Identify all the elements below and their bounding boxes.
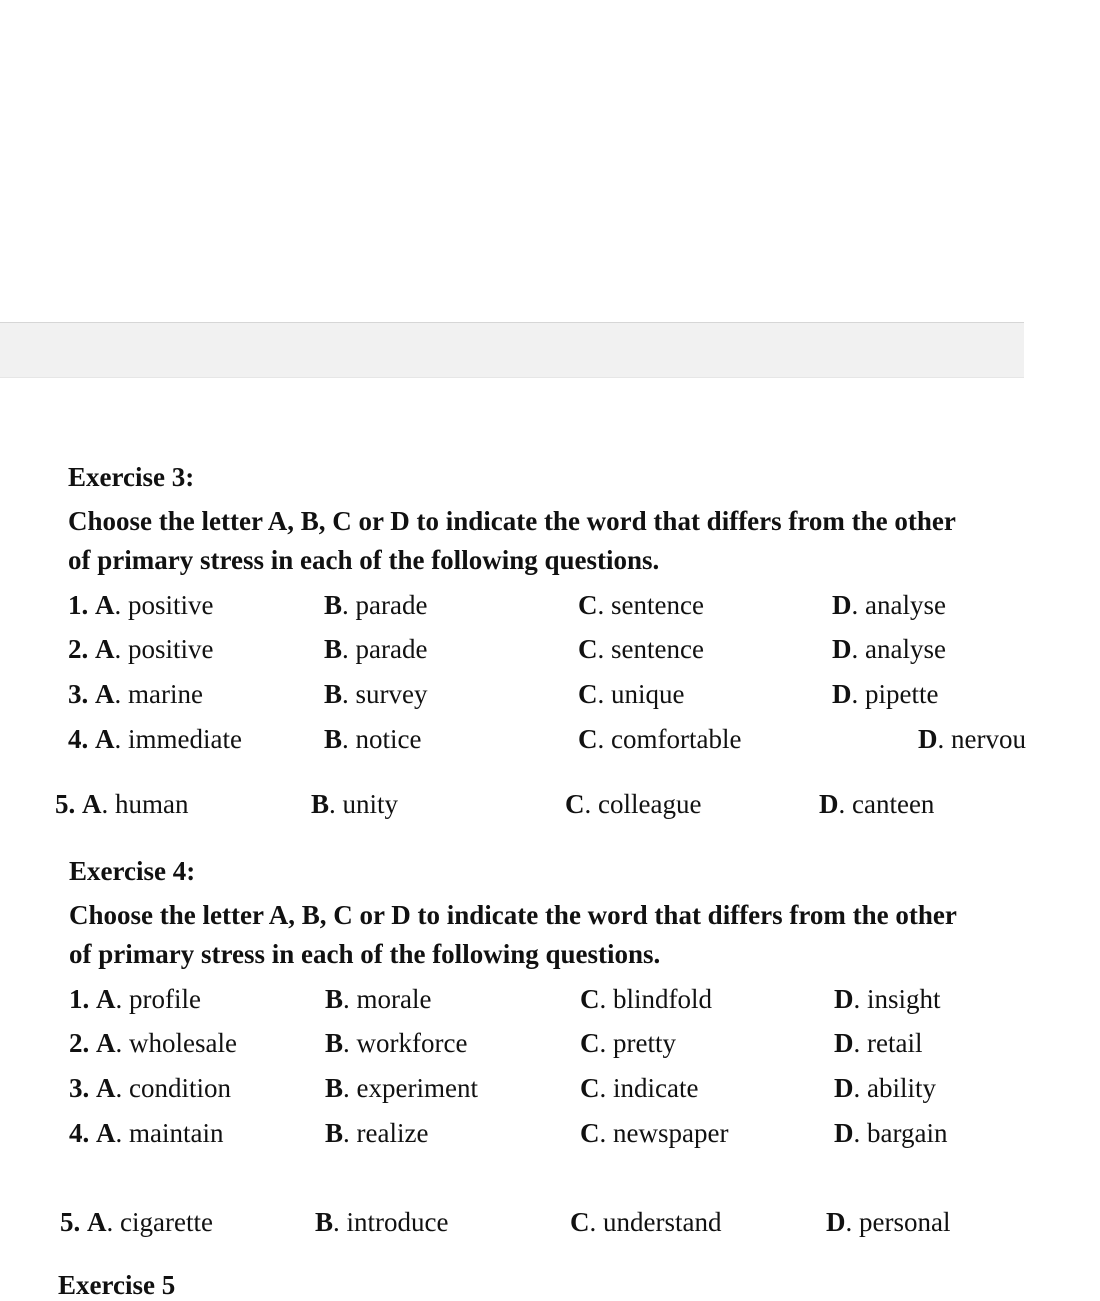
option-c: C. understand [570, 1207, 722, 1237]
option-b: B. experiment [325, 1073, 478, 1103]
instruction-line: of primary stress in each of the following questions. [69, 939, 661, 969]
exercise-3-title: Exercise 3: [68, 462, 195, 492]
option-d: D. nervou [918, 724, 1026, 754]
exercise-5-title-cut: Exercise 5 [58, 1270, 176, 1300]
option-b: B. survey [324, 679, 428, 709]
question-row [0, 984, 1100, 1020]
question-row [0, 634, 1100, 670]
option-d: D. insight [834, 984, 941, 1014]
page-separator-bar [0, 322, 1024, 378]
question-row [0, 724, 1100, 760]
question-row [0, 590, 1100, 626]
exercise-3-instruction [68, 502, 956, 580]
option-c: C. unique [578, 679, 685, 709]
option-b: B. introduce [315, 1207, 449, 1237]
instruction-line: of primary stress in each of the following questions. [68, 545, 660, 575]
option-a: 1. A. positive [68, 590, 214, 620]
option-d: D. personal [826, 1207, 951, 1237]
option-b: B. notice [324, 724, 422, 754]
option-a: 3. A. condition [69, 1073, 231, 1103]
option-c: C. sentence [578, 590, 704, 620]
instruction-line: Choose the letter A, B, C or D to indicate the word that differs from the other [68, 506, 956, 536]
blank-area [0, 0, 1024, 322]
document-page [0, 378, 1026, 1300]
question-row [0, 1028, 1100, 1064]
option-b: B. morale [325, 984, 432, 1014]
option-a: 5. A. human [55, 789, 189, 819]
option-b: B. parade [324, 590, 428, 620]
option-b: B. parade [324, 634, 428, 664]
option-a: 2. A. wholesale [69, 1028, 237, 1058]
option-d: D. analyse [832, 634, 946, 664]
option-c: C. indicate [580, 1073, 699, 1103]
option-a: 4. A. immediate [68, 724, 242, 754]
option-c: C. newspaper [580, 1118, 729, 1148]
option-d: D. retail [834, 1028, 923, 1058]
option-c: C. comfortable [578, 724, 742, 754]
exercise-4-title: Exercise 4: [69, 856, 196, 886]
option-a: 4. A. maintain [69, 1118, 224, 1148]
instruction-line: Choose the letter A, B, C or D to indicate the word that differs from the other [69, 900, 957, 930]
exercise-4-instruction [69, 896, 957, 974]
option-d: D. canteen [819, 789, 935, 819]
option-a: 5. A. cigarette [60, 1207, 213, 1237]
option-a: 2. A. positive [68, 634, 214, 664]
question-row [0, 679, 1100, 715]
option-a: 3. A. marine [68, 679, 203, 709]
option-b: B. unity [311, 789, 399, 819]
question-row [0, 1073, 1100, 1109]
option-c: C. sentence [578, 634, 704, 664]
question-row [0, 789, 1100, 825]
option-d: D. analyse [832, 590, 946, 620]
option-d: D. ability [834, 1073, 936, 1103]
option-d: D. bargain [834, 1118, 948, 1148]
option-a: 1. A. profile [69, 984, 201, 1014]
question-row [0, 1118, 1100, 1154]
option-b: B. realize [325, 1118, 429, 1148]
option-c: C. pretty [580, 1028, 676, 1058]
option-b: B. workforce [325, 1028, 468, 1058]
question-row [0, 1207, 1100, 1243]
option-d: D. pipette [832, 679, 939, 709]
option-c: C. blindfold [580, 984, 712, 1014]
option-c: C. colleague [565, 789, 702, 819]
